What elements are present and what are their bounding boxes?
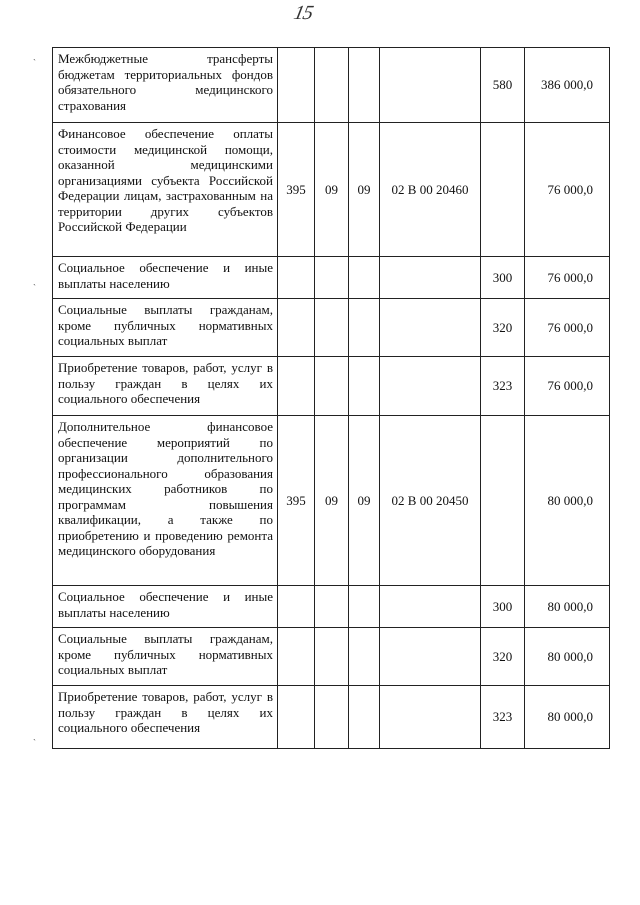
row-target-article: 02 В 00 20450 [380, 416, 481, 586]
row-grbs: 395 [278, 123, 315, 257]
row-target-article [380, 357, 481, 416]
table-row [53, 586, 610, 628]
row-sum: 80 000,0 [525, 416, 610, 586]
margin-mark: ` [33, 58, 36, 68]
row-expense-type: 320 [481, 299, 525, 357]
row-expense-type: 323 [481, 686, 525, 749]
row-target-article [380, 586, 481, 628]
row-name: Приобретение товаров, работ, услуг в пользу граждан в целях их социального обеспечения [53, 686, 278, 749]
row-target-article [380, 257, 481, 299]
row-expense-type [481, 123, 525, 257]
row-name: Финансовое обеспечение оплаты стоимости медицинской помощи, оказанной медицинскими организациями субъекта Российской Федерации лицам, застрахованным на территории других субъектов Российской Федерации [53, 123, 278, 257]
table-row [53, 357, 610, 416]
row-expense-type: 580 [481, 48, 525, 123]
margin-mark: ` [33, 738, 36, 748]
budget-table [52, 47, 610, 749]
row-sum: 80 000,0 [525, 628, 610, 686]
row-sum: 386 000,0 [525, 48, 610, 123]
row-expense-type: 300 [481, 586, 525, 628]
row-grbs [278, 257, 315, 299]
row-subsection [349, 686, 380, 749]
row-grbs [278, 48, 315, 123]
row-section [315, 586, 349, 628]
row-name: Приобретение товаров, работ, услуг в пользу граждан в целях их социального обеспечения [53, 357, 278, 416]
row-subsection [349, 628, 380, 686]
row-sum: 76 000,0 [525, 123, 610, 257]
page-number: 15 [291, 2, 315, 24]
row-section [315, 48, 349, 123]
row-section [315, 257, 349, 299]
row-grbs: 395 [278, 416, 315, 586]
row-section [315, 686, 349, 749]
row-name: Межбюджетные трансферты бюджетам территориальных фондов обязательного медицинского страхования [53, 48, 278, 123]
row-expense-type: 320 [481, 628, 525, 686]
row-grbs [278, 686, 315, 749]
row-section [315, 628, 349, 686]
row-section: 09 [315, 123, 349, 257]
row-sum: 76 000,0 [525, 257, 610, 299]
row-subsection [349, 586, 380, 628]
row-sum: 80 000,0 [525, 686, 610, 749]
row-grbs [278, 299, 315, 357]
row-subsection [349, 257, 380, 299]
row-section: 09 [315, 416, 349, 586]
row-grbs [278, 628, 315, 686]
margin-mark: ` [33, 283, 36, 293]
row-grbs [278, 586, 315, 628]
row-subsection: 09 [349, 123, 380, 257]
table-row [53, 686, 610, 749]
row-grbs [278, 357, 315, 416]
row-expense-type: 323 [481, 357, 525, 416]
row-subsection: 09 [349, 416, 380, 586]
row-expense-type: 300 [481, 257, 525, 299]
row-section [315, 357, 349, 416]
row-name: Социальные выплаты гражданам, кроме публичных нормативных социальных выплат [53, 628, 278, 686]
row-target-article: 02 В 00 20460 [380, 123, 481, 257]
row-name: Дополнительное финансовое обеспечение мероприятий по организации дополнительного профессионального образования медицинских работников по программам повышения квалификации, а также по приобретению и проведению ремонта медицинского оборудования [53, 416, 278, 586]
row-name: Социальные выплаты гражданам, кроме публичных нормативных социальных выплат [53, 299, 278, 357]
table-row [53, 257, 610, 299]
row-section [315, 299, 349, 357]
row-subsection [349, 48, 380, 123]
row-subsection [349, 299, 380, 357]
row-name: Социальное обеспечение и иные выплаты населению [53, 257, 278, 299]
row-target-article [380, 299, 481, 357]
row-target-article [380, 48, 481, 123]
table-row [53, 299, 610, 357]
table-row [53, 416, 610, 586]
table-row [53, 628, 610, 686]
row-sum: 80 000,0 [525, 586, 610, 628]
row-expense-type [481, 416, 525, 586]
row-sum: 76 000,0 [525, 299, 610, 357]
row-sum: 76 000,0 [525, 357, 610, 416]
row-target-article [380, 628, 481, 686]
row-subsection [349, 357, 380, 416]
table-row [53, 123, 610, 257]
row-name: Социальное обеспечение и иные выплаты населению [53, 586, 278, 628]
row-target-article [380, 686, 481, 749]
table-row [53, 48, 610, 123]
